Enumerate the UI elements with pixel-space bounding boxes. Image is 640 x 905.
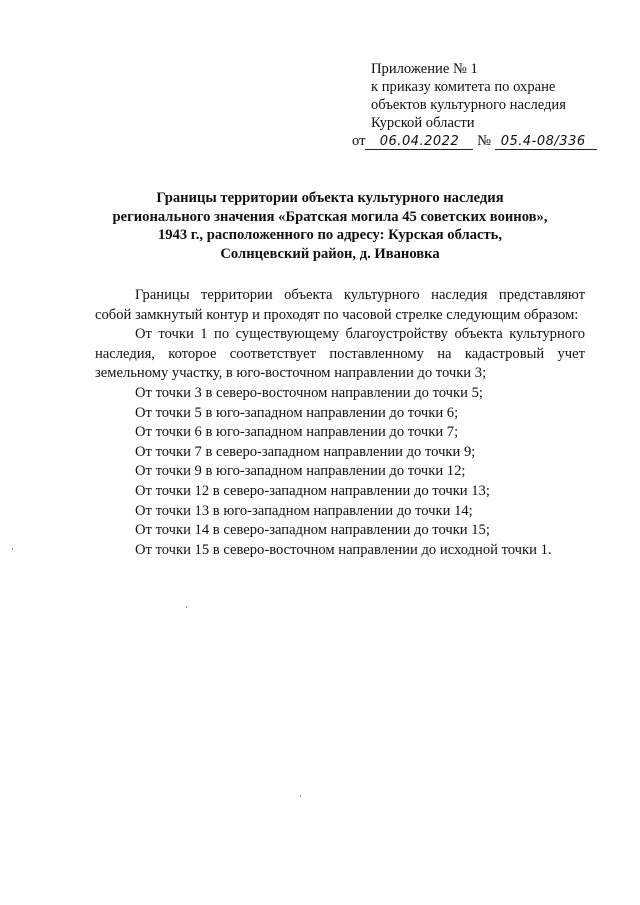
segment-line: От точки 3 в северо-восточном направлении до точки 5; (135, 384, 483, 401)
appendix-line-3: объектов культурного наследия (371, 97, 566, 113)
from-label: от (352, 133, 366, 149)
segment-line: От точки 15 в северо-восточном направлении до исходной точки 1. (135, 541, 552, 558)
segment-line: От точки 13 в юго-западном направлении до точки 14; (135, 502, 473, 519)
title-line-2: регионального значения «Братская могила 45 советских воинов», (112, 208, 548, 225)
handwritten-number: 05.4-08/336 (495, 134, 597, 150)
document-title (90, 189, 570, 263)
appendix-line-4: Курской области (371, 115, 475, 131)
number-label: № (477, 133, 492, 149)
scan-speck (186, 606, 187, 608)
segment-paragraph: От точки 1 по существующему благоустройству объекта культурного наследия, которое соответствует поставленному на кадастровый учет земельному участку, в юго-восточном направлении до точки 3; (95, 326, 585, 382)
segment-line: От точки 14 в северо-западном направлении до точки 15; (135, 522, 490, 539)
intro-paragraph: Границы территории объекта культурного наследия представляют собой замкнутый контур и проходят по часовой стрелке следующим образом: (95, 287, 585, 323)
title-line-4: Солнцевский район, д. Ивановка (220, 245, 440, 262)
segment-line: От точки 7 в северо-западном направлении до точки 9; (135, 443, 476, 460)
title-line-1: Границы территории объекта культурного наследия (156, 190, 504, 206)
segment-line: От точки 5 в юго-западном направлении до точки 6; (135, 404, 459, 421)
appendix-line-2: к приказу комитета по охране (371, 79, 556, 95)
scan-speck (12, 548, 13, 550)
title-line-3: 1943 г., расположенного по адресу: Курская область, (157, 227, 503, 243)
document-body (95, 286, 585, 560)
handwritten-date: 06.04.2022 (365, 134, 473, 150)
appendix-header (371, 60, 631, 132)
segment-line: От точки 6 в юго-западном направлении до точки 7; (135, 424, 459, 441)
segment-line: От точки 9 в юго-западном направлении до точки 12; (135, 463, 466, 480)
scan-speck (300, 795, 301, 797)
order-date-row (352, 133, 597, 150)
appendix-line-1: Приложение № 1 (371, 61, 478, 77)
segment-line: От точки 12 в северо-западном направлении до точки 13; (135, 482, 490, 499)
